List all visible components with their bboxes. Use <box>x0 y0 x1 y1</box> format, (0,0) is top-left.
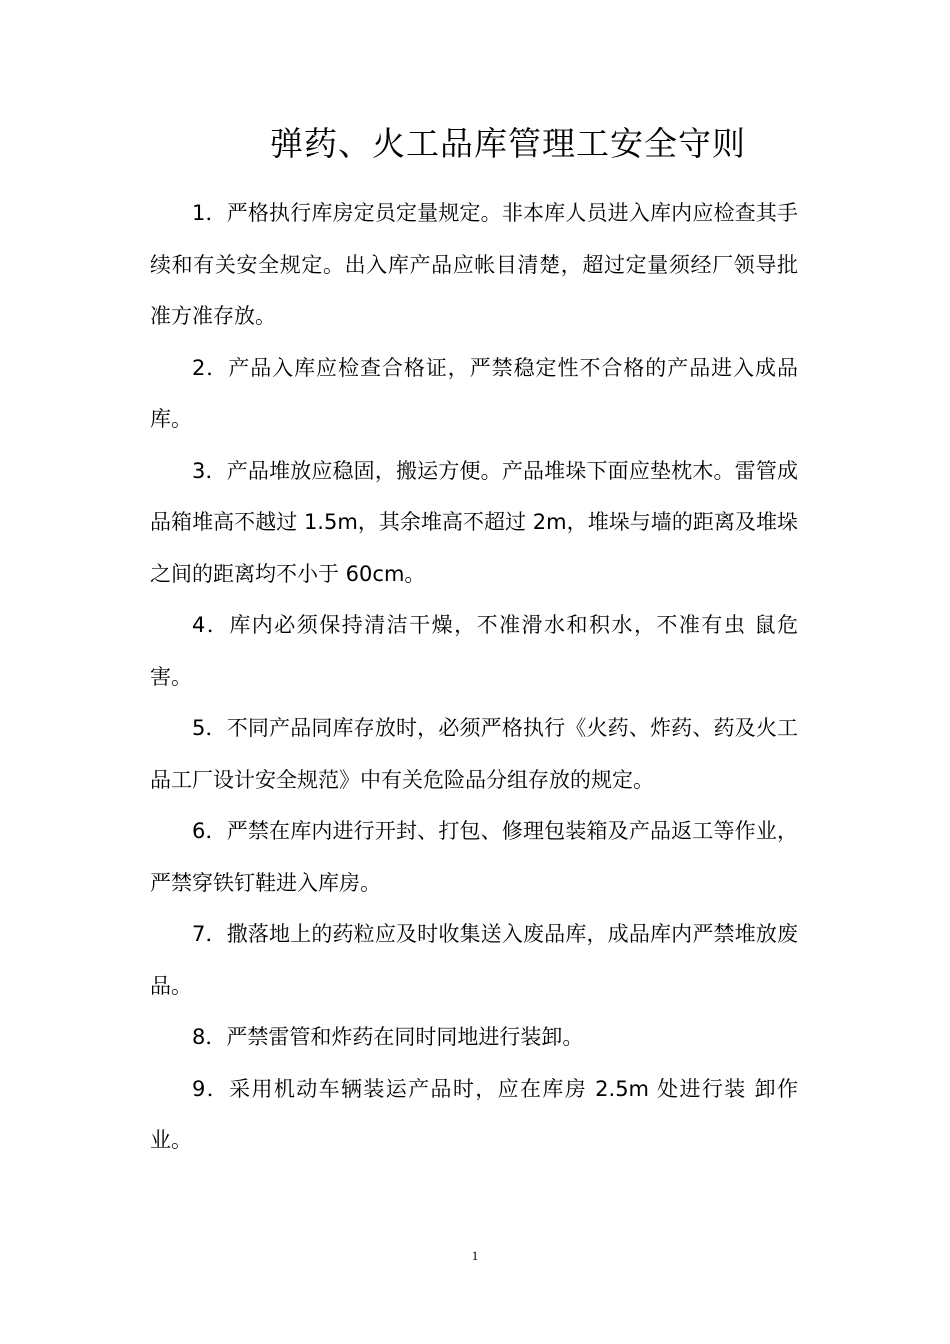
rule-paragraph-5: 5．不同产品同库存放时，必须严格执行《火药、炸药、药及火工品工厂设计安全规范》中有关危险品分组存放的规定。 <box>150 716 798 792</box>
rule-paragraph-6: 6．严禁在库内进行开封、打包、修理包装箱及产品返工等作业，严禁穿铁钉鞋进入库房。 <box>150 819 798 895</box>
rule-paragraph-9: 9．采用机动车辆装运产品时，应在库房 2.5m 处进行装 卸作业。 <box>150 1076 798 1152</box>
rule-paragraph-7: 7．撒落地上的药粒应及时收集送入废品库，成品库内严禁堆放废品。 <box>150 922 798 998</box>
rule-paragraph-8: 8．严禁雷管和炸药在同时同地进行装卸。 <box>192 1025 584 1049</box>
page-number: 1 <box>471 1248 479 1263</box>
document-body <box>150 188 798 1167</box>
rule-paragraph-1: 1．严格执行库房定员定量规定。非本库人员进入库内应检查其手续和有关安全规定。出入库产品应帐目清楚，超过定量须经厂领导批准方准存放。 <box>150 201 798 328</box>
rule-paragraph-4: 4．库内必须保持清洁干燥，不准滑水和积水，不准有虫 鼠危害。 <box>150 613 798 689</box>
rule-paragraph-2: 2．产品入库应检查合格证，严禁稳定性不合格的产品进入成品库。 <box>150 355 798 431</box>
rule-paragraph-3: 3．产品堆放应稳固，搬运方便。产品堆垛下面应垫枕木。雷管成品箱堆高不越过 1.5m，其余堆高不超过 2m，堆垛与墙的距离及堆垛之间的距离均不小于 60cm。 <box>150 458 798 586</box>
document-title: 弹药、火工品库管理工安全守则 <box>270 124 746 163</box>
